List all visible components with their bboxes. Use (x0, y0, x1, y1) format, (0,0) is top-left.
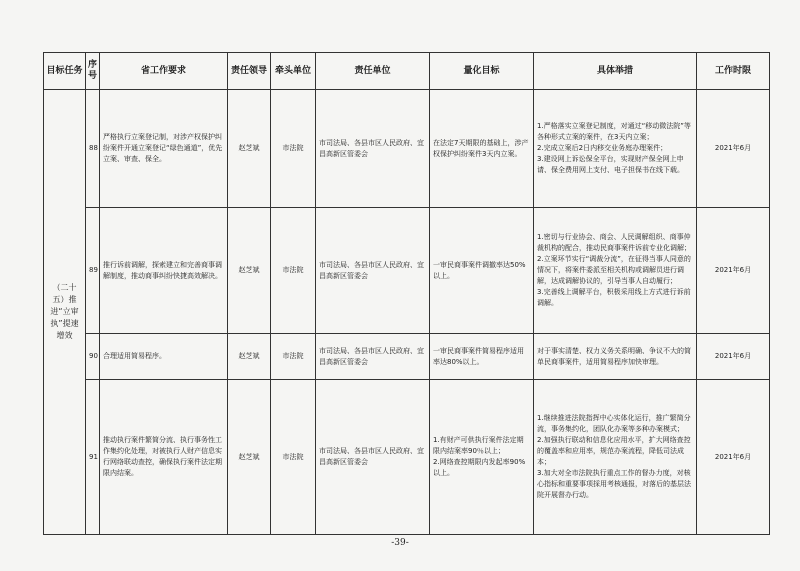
seq-cell: 90 (86, 334, 100, 380)
header-quant: 量化目标 (430, 53, 534, 90)
measure-item: 2.立案环节实行“调裁分流”，在征得当事人同意的情况下，将案件委派至相关机构或调解员进行调解，达成调解协议的，引导当事人自动履行； (537, 255, 691, 285)
measure-item: 对于事实清楚、权力义务关系明确、争议不大的简单民商事案件，适用简易程序加快审理。 (537, 346, 691, 366)
quant-cell: 一审民商事案件调撤率达50%以上。 (430, 208, 534, 334)
requirement-cell: 严格执行立案登记制，对涉产权保护纠纷案件开通立案登记“绿色通道”，优先立案、审查、保全。 (100, 90, 228, 208)
measures-cell (534, 334, 697, 380)
header-time: 工作时限 (697, 53, 770, 90)
time-cell: 2021年6月 (697, 208, 770, 334)
table-row (44, 380, 770, 535)
header-requirement: 省工作要求 (100, 53, 228, 90)
header-measures: 具体举措 (534, 53, 697, 90)
seq-cell: 89 (86, 208, 100, 334)
lead-unit-cell: 市法院 (271, 90, 316, 208)
time-cell: 2021年6月 (697, 90, 770, 208)
leader-cell: 赵芝斌 (228, 90, 271, 208)
measures-cell (534, 380, 697, 535)
table-row (44, 334, 770, 380)
measure-item: 2.完成立案后2日内移交业务庭办理案件； (537, 144, 668, 152)
measure-item: 3.加大对全市法院执行重点工作的督办力度，对核心指标和重要事项採用考核通报，对落后的基层法院开展督办行动。 (537, 469, 691, 499)
quant-cell: 一审民商事案件简易程序适用率达80%以上。 (430, 334, 534, 380)
measures-cell (534, 90, 697, 208)
header-lead-unit: 牵头单位 (271, 53, 316, 90)
resp-unit-cell: 市司法局、各县市区人民政府、宜昌高新区管委会 (316, 90, 430, 208)
requirement-cell: 推动执行案件繁简分流、执行事务性工作集约化处理，对被执行人财产信息实行网络联动查控，确保执行案件法定期限内结案。 (100, 380, 228, 535)
lead-unit-cell: 市法院 (271, 208, 316, 334)
quant-cell: 在法定7天期限的基础上，涉产权保护纠纷案件3天内立案。 (430, 90, 534, 208)
measures-cell (534, 208, 697, 334)
resp-unit-cell: 市司法局、各县市区人民政府、宜昌高新区管委会 (316, 380, 430, 535)
time-cell: 2021年6月 (697, 380, 770, 535)
work-table (43, 52, 770, 535)
resp-unit-cell: 市司法局、各县市区人民政府、宜昌高新区管委会 (316, 334, 430, 380)
resp-unit-cell: 市司法局、各县市区人民政府、宜昌高新区管委会 (316, 208, 430, 334)
measure-item: 3.建设网上诉讼保全平台，实现财产保全网上申请、保全费用网上支付、电子担保书在线下载。 (537, 155, 684, 174)
lead-unit-cell: 市法院 (271, 334, 316, 380)
page-number: -39- (391, 538, 409, 548)
measure-item: 1.密切与行业协会、商会、人民调解组织、商事仲裁机构的配合，推动民商事案件诉前专业化调解； (537, 233, 691, 252)
header-resp-unit: 责任单位 (316, 53, 430, 90)
header-seq: 序号 (86, 53, 100, 90)
leader-cell: 赵芝斌 (228, 380, 271, 535)
seq-cell: 91 (86, 380, 100, 535)
leader-cell: 赵芝斌 (228, 334, 271, 380)
header-leader: 责任领导 (228, 53, 271, 90)
measure-item: 3.完善线上调解平台，积极采用线上方式进行诉前调解。 (537, 288, 691, 307)
seq-cell: 88 (86, 90, 100, 208)
requirement-cell: 推行诉前调解，探索建立和完善商事调解制度，推动商事纠纷快捷高效解决。 (100, 208, 228, 334)
time-cell: 2021年6月 (697, 334, 770, 380)
lead-unit-cell: 市法院 (271, 380, 316, 535)
requirement-cell: 合理适用简易程序。 (100, 334, 228, 380)
measure-item: 1.严格落实立案登记制度，对通过“移动微法院”等各种形式立案的案件，在3天内立案； (537, 122, 691, 141)
target-cell: （二十五）推进“立审执”提速增效 (44, 90, 86, 535)
quant-cell: 1.有财产可供执行案件法定期限内结案率90％以上； 2.网络查控期限内发起率90%以上。 (430, 380, 534, 535)
leader-cell: 赵芝斌 (228, 208, 271, 334)
measure-item: 2.加强执行联动和信息化应用水平，扩大网络查控的覆盖率和应用率，规范办案流程，降低司法成本； (537, 436, 691, 466)
table-row (44, 208, 770, 334)
measure-item: 1.继续推进法院指挥中心实体化运行，推广繁简分流，事务集约化，团队化办案等多种办案模式； (537, 414, 691, 433)
header-target: 目标任务 (44, 53, 86, 90)
table-row (44, 90, 770, 208)
header-row (44, 53, 770, 90)
